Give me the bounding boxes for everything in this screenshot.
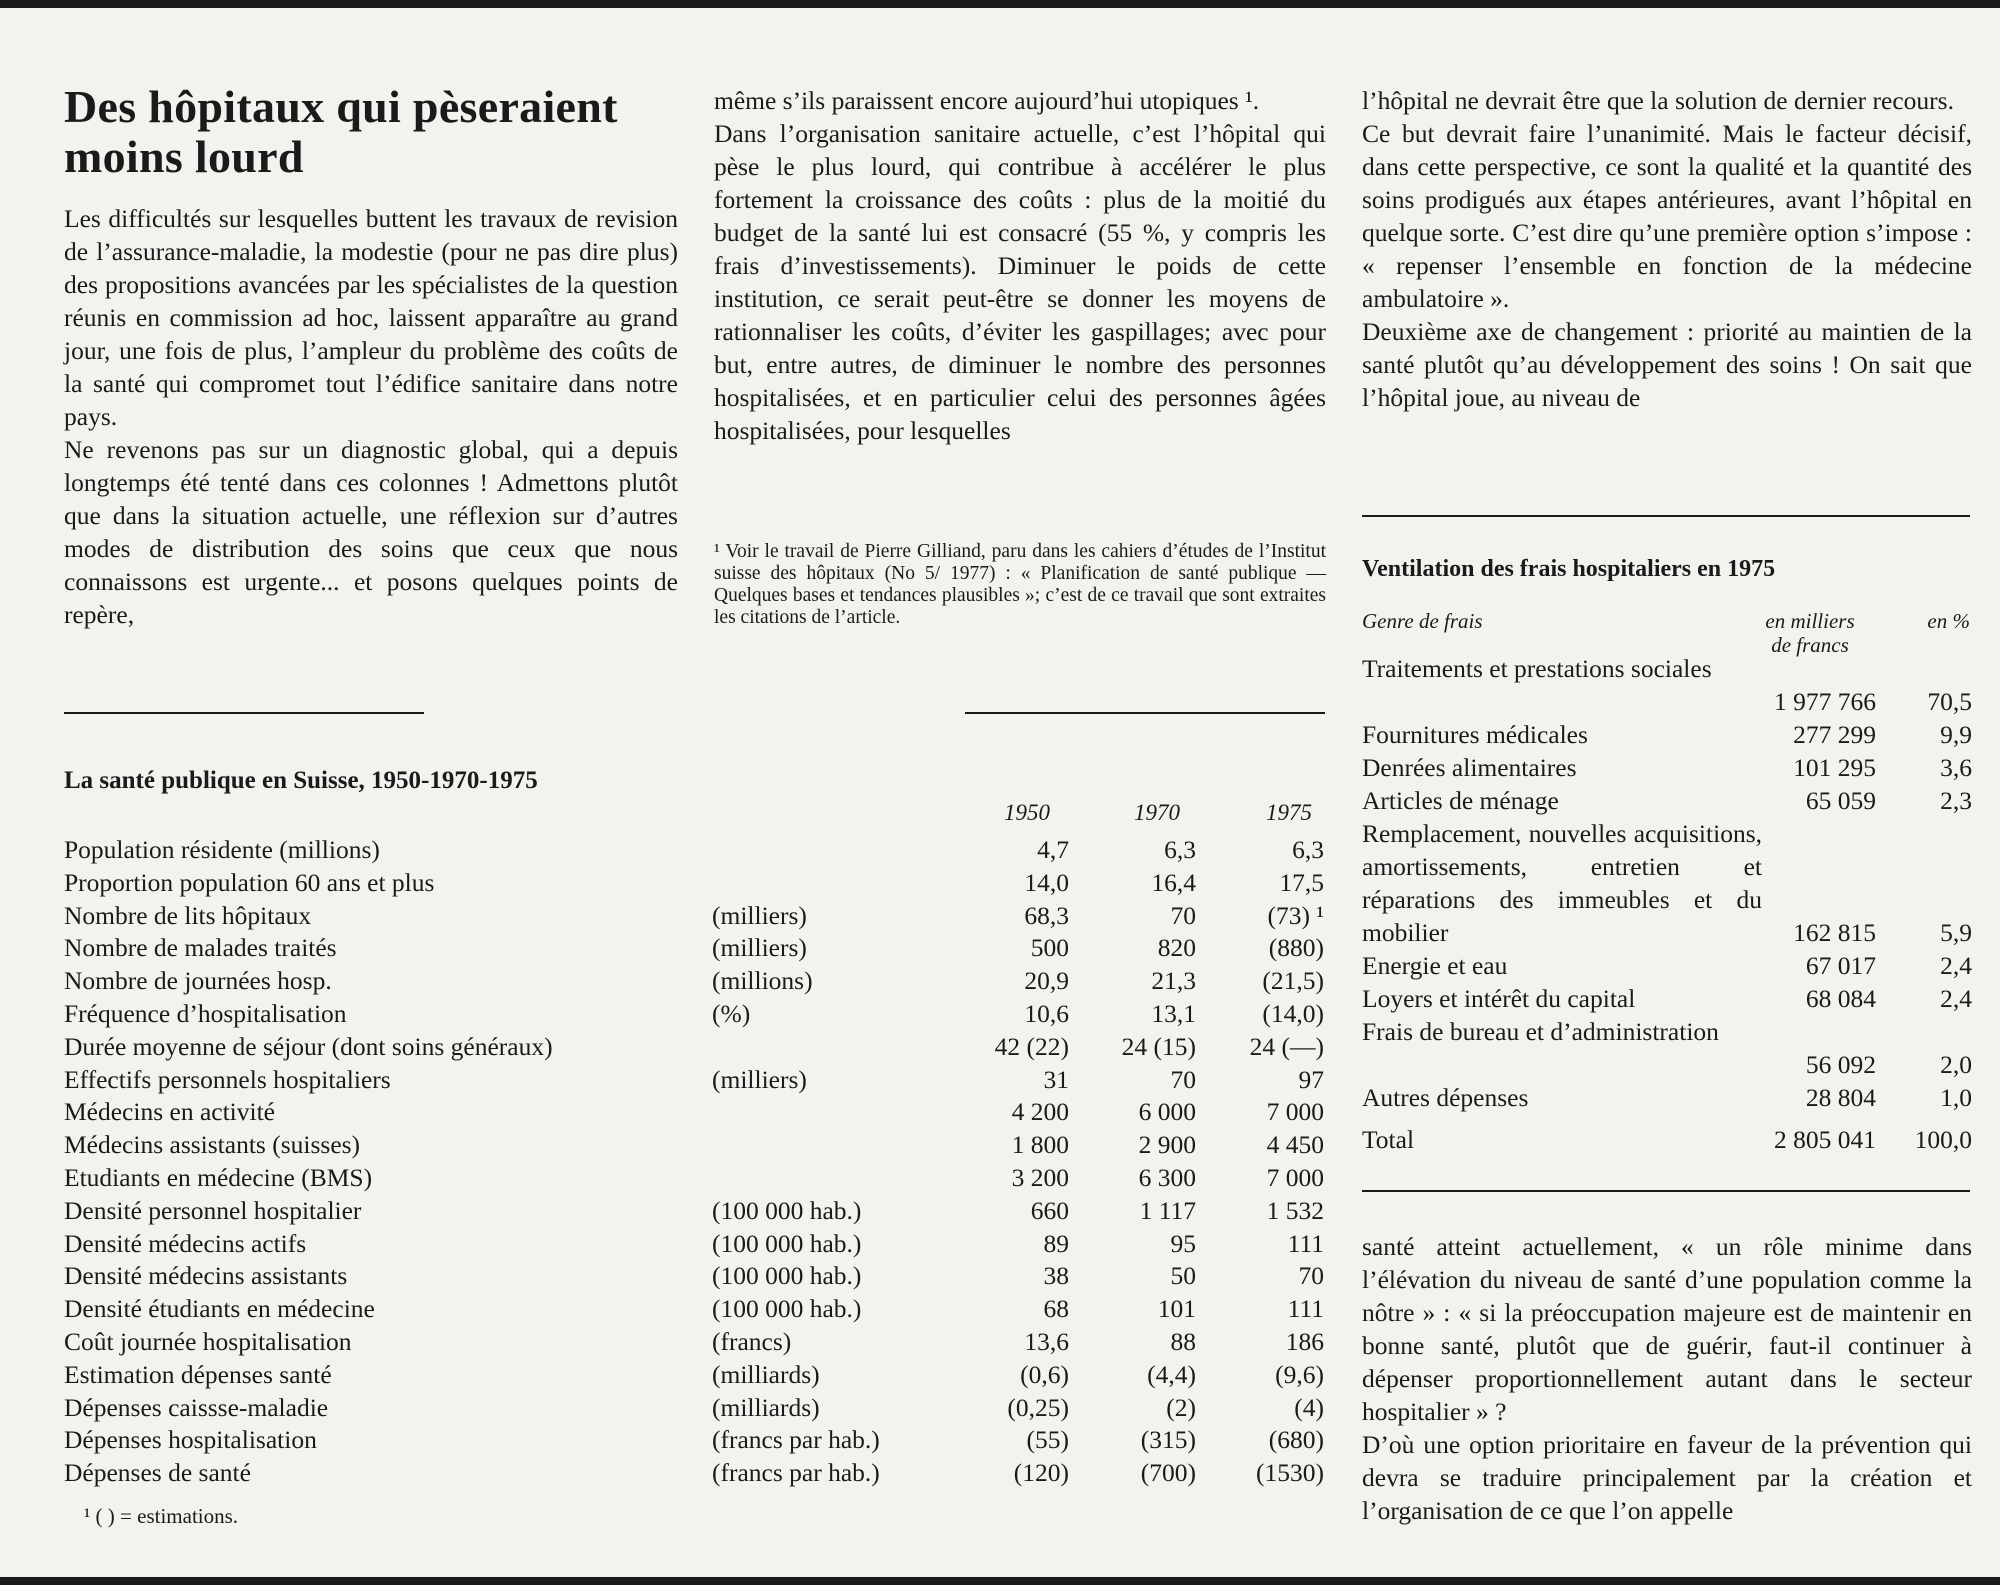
health-row-1950: (55) <box>1026 1425 1069 1455</box>
health-row-1950: 31 <box>1043 1064 1069 1094</box>
middle-paragraph-1: même s’ils paraissent encore aujourd’hui utopiques ¹. <box>714 86 1260 115</box>
health-row-1950: 68,3 <box>1024 900 1069 930</box>
cost-table-title: Ventilation des frais hospitaliers en 1975 <box>1362 556 1776 582</box>
health-table-row <box>64 964 1324 997</box>
health-row-1950: 500 <box>1030 933 1069 963</box>
health-row-label: Nombre de journées hosp. <box>64 966 332 996</box>
health-table-row <box>64 1095 1324 1128</box>
health-row-1950: 14,0 <box>1024 867 1069 897</box>
health-table-row <box>64 1259 1324 1292</box>
divider-left <box>64 712 424 714</box>
cost-table-row <box>1362 1081 1972 1114</box>
health-row-1975: (73) ¹ <box>1267 900 1324 930</box>
health-year-1970: 1970 <box>1134 800 1180 825</box>
cost-table-row <box>1362 751 1972 784</box>
health-table-row <box>64 833 1324 866</box>
cost-col-label: Genre de frais <box>1362 609 1483 633</box>
health-row-unit: (francs) <box>712 1327 792 1356</box>
health-row-1970: 88 <box>1170 1327 1196 1356</box>
intro-paragraph-1: Les difficultés sur lesquelles buttent les travaux de revision de l’assurance-maladie, la modestie (pour ne pas dire plus) des propositions avancées par les spécialistes de la question réunis en commission ad hoc, laissent apparaître au grand jour, une fois de plus, l’ampleur du problème des coûts de la santé qui compromet tout l’édifice sanitaire dans notre pays. <box>64 204 678 431</box>
cost-row-amount: 68 084 <box>1805 984 1876 1013</box>
health-row-1970: 1 117 <box>1139 1195 1196 1225</box>
health-row-1975: (1530) <box>1256 1458 1324 1488</box>
health-row-unit: (millions) <box>712 966 813 996</box>
health-row-1975: 17,5 <box>1279 867 1324 897</box>
cost-table-row <box>1362 1015 1972 1081</box>
health-row-1970: 24 (15) <box>1121 1031 1196 1061</box>
health-table-title: La santé publique en Suisse, 1950-1970-1975 <box>64 767 538 794</box>
cost-row-amount: 65 059 <box>1805 786 1876 815</box>
cost-row-percent: 2,0 <box>1940 1050 1972 1079</box>
health-row-1975: 111 <box>1287 1228 1324 1258</box>
right-paragraph-1: l’hôpital ne devrait être que la solution de dernier recours. <box>1362 86 1954 115</box>
health-row-label: Proportion population 60 ans et plus <box>64 867 435 897</box>
cost-col-amount <box>1740 609 1880 657</box>
health-row-1950: 4,7 <box>1037 835 1069 864</box>
health-table-row <box>64 1030 1324 1063</box>
cost-table-row <box>1362 817 1972 949</box>
health-row-unit: (%) <box>712 999 751 1028</box>
cost-row-label: Autres dépenses <box>1362 1083 1529 1112</box>
divider-right-top <box>1362 515 1970 517</box>
health-row-label: Estimation dépenses santé <box>64 1359 332 1389</box>
cost-row-label: Articles de ménage <box>1362 786 1559 815</box>
health-row-1970: 101 <box>1157 1294 1196 1324</box>
health-row-label: Densité médecins assistants <box>64 1261 348 1291</box>
cost-table-total-row <box>1362 1123 1972 1156</box>
health-row-1950: (0,6) <box>1020 1359 1069 1389</box>
health-year-1975: 1975 <box>1266 800 1312 825</box>
right-column-bottom <box>1362 1230 1972 1527</box>
cost-table-row <box>1362 982 1972 1015</box>
cost-table-row <box>1362 949 1972 982</box>
health-row-label: Médecins assistants (suisses) <box>64 1130 361 1160</box>
top-rule <box>0 0 2000 8</box>
health-row-label: Coût journée hospitalisation <box>64 1327 352 1356</box>
health-table-row <box>64 1325 1324 1358</box>
cost-col-amount-line1: en milliers <box>1765 609 1855 633</box>
health-row-1970: 13,1 <box>1151 999 1196 1028</box>
health-table-row <box>64 1423 1324 1456</box>
middle-column <box>714 84 1326 447</box>
health-row-1975: 186 <box>1285 1327 1324 1356</box>
health-row-1950: (120) <box>1013 1458 1069 1488</box>
health-row-1975: 6,3 <box>1292 835 1324 864</box>
health-table-row <box>64 931 1324 964</box>
middle-paragraph-2: Dans l’organisation sanitaire actuelle, c’est l’hôpital qui pèse le plus lourd, qui contribue à accélérer le plus fortement la croissance des coûts : plus de la moitié du budget de la santé lui est consacré (55 %, y compris les frais d’investissements). Diminuer le poids de cette institution, ce serait peut-être se donner les moyens de rationnaliser les coûts, d’éviter les gaspillages; avec pour but, entre autres, de diminuer le nombre des personnes hospitalisées, et en particulier celui des personnes âgées hospitalisées, pour lesquelles <box>714 119 1326 445</box>
health-row-1950: 3 200 <box>1011 1163 1069 1192</box>
divider-middle <box>965 712 1325 714</box>
divider-right-bottom <box>1362 1190 1970 1192</box>
cost-row-amount: 101 295 <box>1793 753 1876 782</box>
cost-table-row <box>1362 652 1972 718</box>
health-row-1950: 89 <box>1043 1228 1069 1258</box>
health-row-label: Densité personnel hospitalier <box>64 1195 362 1225</box>
health-table-row <box>64 1161 1324 1194</box>
health-row-1970: 16,4 <box>1151 867 1196 897</box>
health-row-1975: 70 <box>1298 1261 1324 1291</box>
health-row-unit: (100 000 hab.) <box>712 1261 862 1291</box>
health-row-1970: 95 <box>1170 1228 1196 1258</box>
cost-row-amount: 162 815 <box>1793 918 1876 947</box>
health-row-unit: (100 000 hab.) <box>712 1294 862 1324</box>
health-row-1975: 97 <box>1298 1064 1324 1094</box>
health-row-1975: (14,0) <box>1262 999 1324 1028</box>
cost-col-amount-line2: de francs <box>1771 633 1849 657</box>
cost-row-amount: 67 017 <box>1805 951 1876 980</box>
health-row-1950: 20,9 <box>1024 966 1069 996</box>
health-row-1950: (0,25) <box>1007 1392 1069 1422</box>
cost-row-percent: 1,0 <box>1940 1083 1972 1112</box>
cost-total-amount: 2 805 041 <box>1774 1125 1876 1154</box>
health-row-1970: (315) <box>1140 1425 1196 1455</box>
health-year-1950: 1950 <box>1004 800 1050 825</box>
cost-row-percent: 3,6 <box>1940 753 1972 782</box>
cost-table-row <box>1362 784 1972 817</box>
right-paragraph-2: Ce but devrait faire l’unanimité. Mais le facteur décisif, dans cette perspective, ce sont la qualité et la quantité des soins prodigués aux étapes antérieures, avant l’hôpital en quelque sorte. C’est dire qu’une première option s’impose : « repenser l’ensemble en fonction de la médecine ambulatoire ». <box>1362 119 1972 313</box>
health-row-1950: 660 <box>1030 1195 1069 1225</box>
health-row-unit: (milliers) <box>712 1064 807 1094</box>
cost-row-percent: 9,9 <box>1940 720 1972 749</box>
health-row-1975: 4 450 <box>1266 1130 1324 1160</box>
health-row-label: Densité étudiants en médecine <box>64 1294 375 1324</box>
right-column-top <box>1362 84 1972 414</box>
health-row-1950: 38 <box>1043 1261 1069 1291</box>
cost-row-percent: 5,9 <box>1940 918 1972 947</box>
health-row-unit: (milliards) <box>712 1359 820 1389</box>
health-row-1970: 6,3 <box>1164 835 1196 864</box>
cost-total-percent: 100,0 <box>1914 1125 1972 1154</box>
health-table-row <box>64 866 1324 899</box>
health-row-1975: (880) <box>1268 933 1324 963</box>
health-row-label: Nombre de lits hôpitaux <box>64 900 312 930</box>
health-row-label: Dépenses de santé <box>64 1458 251 1488</box>
health-row-unit: (francs par hab.) <box>712 1458 880 1488</box>
cost-row-label: Frais de bureau et d’administration <box>1362 1017 1719 1046</box>
health-table-row <box>64 899 1324 932</box>
health-row-1975: 111 <box>1287 1294 1324 1324</box>
health-row-label: Dépenses caissse-maladie <box>64 1392 329 1422</box>
cost-row-percent: 2,4 <box>1940 951 1972 980</box>
health-table-row <box>64 1227 1324 1260</box>
health-table-row <box>64 1194 1324 1227</box>
cost-row-label: Energie et eau <box>1362 951 1508 980</box>
health-row-1950: 10,6 <box>1024 999 1069 1028</box>
health-table-row <box>64 997 1324 1030</box>
health-row-1970: 70 <box>1170 900 1196 930</box>
cost-row-amount: 277 299 <box>1793 720 1876 749</box>
health-row-unit: (francs par hab.) <box>712 1425 880 1455</box>
intro-paragraph-2: Ne revenons pas sur un diagnostic global, qui a depuis longtemps été tenté dans ces colonnes ! Admettons plutôt que dans la situation actuelle, une réflexion sur d’autres modes de distribution des soins que ceux que nous connaissons est urgente... et posons quelques points de repère, <box>64 435 678 629</box>
health-row-1950: 13,6 <box>1024 1327 1069 1356</box>
health-row-1975: 7 000 <box>1266 1163 1324 1192</box>
cost-row-percent: 2,3 <box>1940 786 1972 815</box>
footnote: ¹ Voir le travail de Pierre Gilliand, paru dans les cahiers d’études de l’Institut suisse des hôpitaux (No 5/ 1977) : « Planification de santé publique — Quelques bases et tendances plausibles »; c’est de ce travail que sont extraites les citations de l’article. <box>714 541 1326 628</box>
health-table-row <box>64 1292 1324 1325</box>
cost-table-row <box>1362 718 1972 751</box>
health-row-1970: (4,4) <box>1147 1359 1196 1389</box>
health-row-label: Fréquence d’hospitalisation <box>64 999 347 1028</box>
health-row-1970: 6 000 <box>1138 1097 1196 1127</box>
cost-row-label: Remplacement, nouvelles acquisitions, amortissements, entretien et réparations des immeubles et du mobilier <box>1362 819 1762 947</box>
health-row-label: Durée moyenne de séjour (dont soins généraux) <box>64 1031 553 1061</box>
health-row-1970: (2) <box>1166 1392 1196 1422</box>
cost-row-amount: 28 804 <box>1805 1083 1876 1112</box>
health-row-1975: (9,6) <box>1275 1359 1324 1389</box>
health-row-1970: (700) <box>1140 1458 1196 1488</box>
health-row-unit: (milliers) <box>712 900 807 930</box>
health-table-row <box>64 1358 1324 1391</box>
cost-row-label: Traitements et prestations sociales <box>1362 654 1712 683</box>
health-row-label: Médecins en activité <box>64 1097 275 1127</box>
right-paragraph-3: Deuxième axe de changement : priorité au maintien de la santé plutôt qu’au développement des soins ! On sait que l’hôpital joue, au niveau de <box>1362 317 1972 412</box>
health-row-1970: 820 <box>1157 933 1196 963</box>
health-row-label: Nombre de malades traités <box>64 933 337 963</box>
cost-col-percent: en % <box>1927 609 1970 633</box>
right-bottom-paragraph-2: D’où une option prioritaire en faveur de la prévention qui devra se traduire principalement par la création et l’organisation de ce que l’on appelle <box>1362 1430 1972 1525</box>
health-row-unit: (100 000 hab.) <box>712 1228 862 1258</box>
health-row-1970: 50 <box>1170 1261 1196 1291</box>
health-row-label: Densité médecins actifs <box>64 1228 307 1258</box>
health-row-label: Effectifs personnels hospitaliers <box>64 1064 391 1094</box>
health-row-unit: (100 000 hab.) <box>712 1195 862 1225</box>
cost-row-amount: 1 977 766 <box>1774 687 1876 716</box>
cost-total-label: Total <box>1362 1125 1415 1154</box>
health-row-unit: (milliards) <box>712 1392 820 1422</box>
health-row-1970: 21,3 <box>1151 966 1196 996</box>
health-row-label: Etudiants en médecine (BMS) <box>64 1163 373 1192</box>
health-row-1970: 70 <box>1170 1064 1196 1094</box>
health-row-1970: 6 300 <box>1138 1163 1196 1192</box>
health-table-row <box>64 1063 1324 1096</box>
cost-row-amount: 56 092 <box>1805 1050 1876 1079</box>
cost-row-label: Denrées alimentaires <box>1362 753 1577 782</box>
health-table-row <box>64 1128 1324 1161</box>
health-table-row <box>64 1391 1324 1424</box>
cost-row-percent: 2,4 <box>1940 984 1972 1013</box>
bottom-rule <box>0 1577 2000 1585</box>
article-title: Des hôpitaux qui pèseraient moins lourd <box>64 81 618 182</box>
health-row-label: Dépenses hospitalisation <box>64 1425 317 1455</box>
health-row-1975: (21,5) <box>1262 966 1324 996</box>
health-row-unit: (milliers) <box>712 933 807 963</box>
health-row-1975: (4) <box>1294 1392 1324 1422</box>
health-table-note: ¹ ( ) = estimations. <box>84 1504 239 1528</box>
health-row-1975: (680) <box>1268 1425 1324 1455</box>
health-row-1950: 4 200 <box>1011 1097 1069 1127</box>
health-row-1970: 2 900 <box>1138 1130 1196 1160</box>
health-row-1975: 24 (—) <box>1249 1031 1324 1061</box>
health-row-1950: 42 (22) <box>994 1031 1069 1061</box>
right-bottom-paragraph-1: santé atteint actuellement, « un rôle minime dans l’élévation du niveau de santé d’une population comme la nôtre » : « si la préoccupation majeure est de maintenir en bonne santé, plutôt que de guérir, faut-il continuer à dépenser proportionnellement autant dans le secteur hospitalier » ? <box>1362 1232 1972 1426</box>
health-row-1975: 7 000 <box>1266 1097 1324 1127</box>
intro-column <box>64 202 678 631</box>
health-row-1975: 1 532 <box>1266 1195 1324 1225</box>
cost-row-label: Loyers et intérêt du capital <box>1362 984 1636 1013</box>
health-row-1950: 68 <box>1043 1294 1069 1324</box>
health-row-label: Population résidente (millions) <box>64 835 380 864</box>
cost-row-label: Fournitures médicales <box>1362 720 1588 749</box>
health-row-1950: 1 800 <box>1011 1130 1069 1160</box>
health-table-row <box>64 1456 1324 1489</box>
cost-row-percent: 70,5 <box>1927 687 1972 716</box>
